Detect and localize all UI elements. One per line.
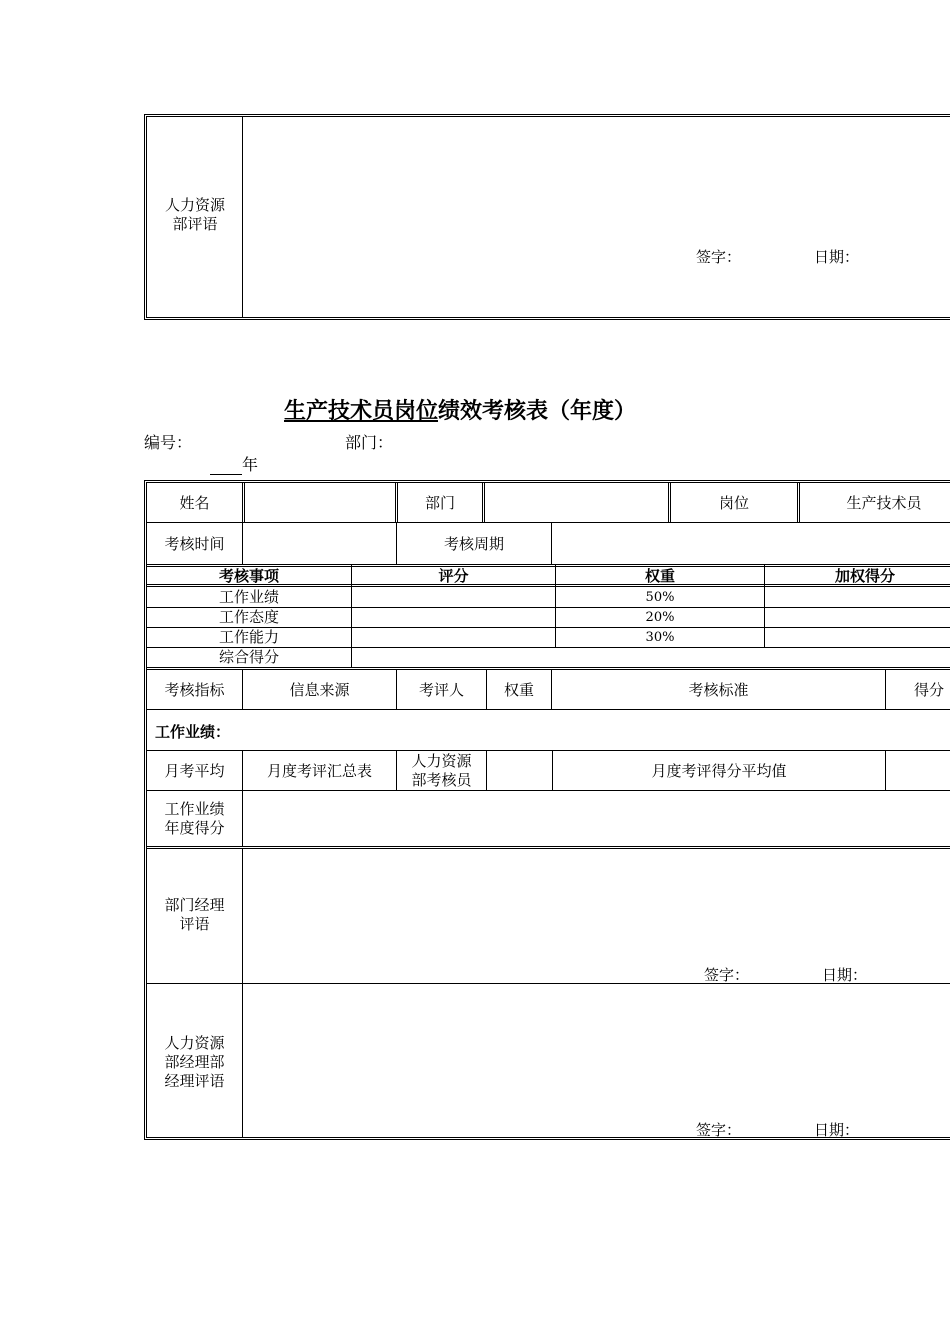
monthly-standard: 月度考评得分平均值 [651,761,787,780]
divider [395,483,398,523]
date-label: 日期： [814,248,860,266]
assessment-period-label: 考核周期 [443,534,504,553]
divider [147,522,950,523]
name-label: 姓名 [179,493,210,512]
summary-row-item: 工作业绩 [218,588,279,606]
summary-header-score: 评分 [438,566,469,585]
divider [482,483,485,523]
signature-label: 签字： [696,248,742,266]
post-value: 生产技术员 [846,493,922,512]
divider [147,709,950,710]
number-label: 编号： [144,433,193,452]
divider [147,790,950,791]
index-header-standard: 考核标准 [688,680,749,699]
divider [147,667,950,670]
signature-label: 签字： [696,1121,742,1139]
monthly-score-field[interactable] [887,753,948,788]
year-blank [210,460,242,475]
divider [242,523,243,564]
index-header-assessor: 考评人 [418,680,464,699]
divider [242,116,243,317]
hr-comment-label: 人力资源 部评语 [164,196,225,233]
assessment-period-field[interactable] [553,525,948,562]
assessment-time-field[interactable] [244,525,394,562]
total-score-label: 综合得分 [218,648,279,666]
divider [242,791,243,847]
assessment-time-label: 考核时间 [164,534,225,553]
summary-header-item: 考核事项 [218,566,279,585]
monthly-indicator: 月考平均 [164,761,225,780]
hr-manager-comment-field[interactable] [244,986,948,1112]
summary-row-item: 工作能力 [218,628,279,646]
divider [885,751,886,790]
divider [147,750,950,751]
title-underlined-part: 生产技术员岗位 [284,399,439,424]
summary-row-weight: 20% [645,610,675,625]
index-header-indicator: 考核指标 [164,680,225,699]
divider [551,523,552,564]
post-label: 岗位 [718,493,749,512]
signature-label: 签字： [704,966,750,984]
monthly-source: 月度考评汇总表 [266,761,372,780]
dept-field[interactable] [486,485,666,521]
index-header-source: 信息来源 [289,680,350,699]
year-line [210,452,258,475]
hr-manager-comment-label: 人力资源 部经理部 经理评语 [164,1033,225,1090]
dept-label: 部门 [424,493,455,512]
divider [147,846,950,849]
summary-row-weight: 50% [645,590,675,605]
divider [242,849,243,1137]
divider [486,751,487,790]
page-title [284,394,636,425]
index-header-weight: 权重 [503,680,534,699]
summary-header-weight: 权重 [644,566,675,585]
annual-score-label: 工作业绩 年度得分 [164,800,225,837]
title-rest: 绩效考核表（年度） [438,399,637,424]
hr-comment-table-top [144,114,950,320]
total-score-field[interactable] [353,649,948,666]
annual-score-field[interactable] [244,793,948,844]
performance-section-label: 工作业绩： [155,723,231,741]
monthly-assessor: 人力资源 部考核员 [411,752,472,789]
date-label: 日期： [814,1121,860,1139]
year-label: 年 [242,455,259,474]
dept-header-label: 部门： [345,433,394,452]
index-header-score: 得分 [913,680,944,699]
dept-manager-comment-field[interactable] [244,851,948,959]
name-field[interactable] [246,485,394,521]
divider [797,483,800,523]
summary-row-item: 工作态度 [218,608,279,626]
divider [242,483,245,523]
summary-header-weighted-score: 加权得分 [834,566,895,585]
divider [668,483,671,523]
date-label: 日期： [822,966,868,984]
dept-manager-comment-label: 部门经理 评语 [164,896,225,933]
summary-row-weight: 30% [645,630,675,645]
monthly-weight-field[interactable] [488,753,550,788]
